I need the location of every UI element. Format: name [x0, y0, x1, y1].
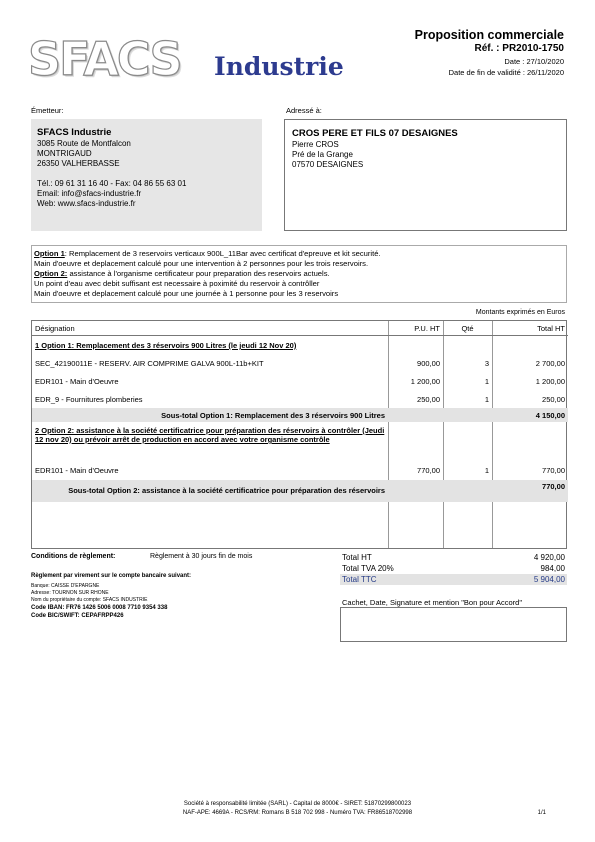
row-designation: EDR101 - Main d'Oeuvre	[35, 377, 119, 386]
emitter-name: SFACS Industrie	[37, 127, 112, 138]
subtotal1-label: Sous-total Option 1: Remplacement des 3 réservoirs 900 Litres	[161, 410, 385, 420]
header-total: Total HT	[537, 323, 565, 333]
total-ttc-label: Total TTC	[342, 575, 377, 584]
subtotal-row	[32, 480, 568, 502]
total-ht-row	[340, 552, 567, 563]
options-description	[31, 245, 567, 303]
bic: Code BIC/SWIFT: CEPAFRPP426	[31, 613, 124, 619]
row-pu: 900,00	[417, 359, 440, 368]
option1-title: Option 1	[34, 249, 65, 258]
emitter-address1: 3085 Route de Montfalcon	[37, 139, 131, 148]
table-row	[32, 462, 568, 479]
options-line5: Main d'oeuvre et deplacement calculé pour une journée à 1 personne pour les 3 reservoirs	[34, 289, 339, 298]
document-ref: Réf. : PR2010-1750	[474, 43, 564, 54]
emitter-address2: MONTRIGAUD	[37, 149, 92, 158]
subtotal2-label: Sous-total Option 2: assistance à la société certificatrice pour préparation des réservoirs	[68, 486, 385, 495]
row-designation: SEC_42190011E - RESERV. AIR COMPRIME GALVA 900L-11b+KIT	[35, 359, 264, 368]
company-logo	[28, 30, 344, 90]
recipient-label: Adressé à:	[286, 106, 322, 115]
total-tva-label: Total TVA 20%	[342, 564, 394, 573]
total-ttc-row	[340, 574, 567, 585]
total-ht-value: 4 920,00	[533, 553, 565, 562]
subtotal1-total: 4 150,00	[535, 410, 565, 420]
subtotal2-total: 770,00	[542, 482, 565, 491]
recipient-name: CROS PERE ET FILS 07 DESAIGNES	[292, 128, 458, 139]
emitter-email: Email: info@sfacs-industrie.fr	[37, 189, 142, 198]
footer-line1: Société à responsabilité limitée (SARL) - Capital de 8000€ - SIRET: 51870299800023	[183, 801, 412, 807]
subtotal-row	[32, 408, 568, 422]
recipient-box	[284, 119, 567, 231]
page-number: 1/1	[537, 810, 546, 816]
emitter-phone: Tél.: 09 61 31 16 40 - Fax: 04 86 55 63 01	[37, 179, 187, 188]
logo-suffix: Industrie	[214, 52, 344, 81]
recipient-address1: Pré de la Grange	[292, 150, 353, 159]
currency-note: Montants exprimés en Euros	[475, 309, 565, 316]
emitter-label: Émetteur:	[31, 106, 64, 115]
iban: Code IBAN: FR76 1426 5006 0008 7710 9354 338	[31, 605, 168, 611]
header-designation: Désignation	[35, 323, 75, 333]
table-header	[32, 321, 568, 336]
option2-text: assistance à l'organisme certificateur pour preparation des reservoirs actuels.	[67, 269, 330, 278]
option1-text: : Remplacement de 3 reservoirs verticaux 900L_11Bar avec certificat d'epreuve et kit securité.	[64, 249, 381, 258]
header-pu: P.U. HT	[414, 323, 440, 333]
document-validity: Date de fin de validité : 26/11/2020	[448, 68, 564, 77]
row-pu: 1 200,00	[410, 377, 440, 386]
logo-brand: SFACS	[28, 32, 181, 86]
option2-title: Option 2:	[34, 269, 68, 278]
header-qty: Qté	[461, 323, 474, 333]
document-header	[415, 28, 564, 77]
bank-address: Adresse: TOURNON SUR RHONE	[31, 590, 109, 596]
row-designation: EDR_9 - Fournitures plomberies	[35, 395, 143, 404]
row-total: 770,00	[542, 466, 565, 475]
options-line4: Un point d'eau avec debit suffisant est necessaire à poximité du reservoir à contrôller	[34, 279, 320, 288]
table-row	[32, 391, 568, 408]
row-qty: 1	[484, 377, 489, 386]
section1-title: 1 Option 1: Remplacement des 3 réservoirs 900 Litres (le jeudi 12 Nov 20)	[35, 341, 297, 350]
row-total: 250,00	[542, 395, 565, 404]
table-row	[32, 355, 568, 372]
emitter-box	[31, 119, 262, 231]
row-designation: EDR101 - Main d'Oeuvre	[35, 466, 119, 475]
row-pu: 770,00	[417, 466, 440, 475]
row-qty: 1	[484, 395, 489, 404]
conditions-value: Règlement à 30 jours fin de mois	[150, 553, 253, 560]
total-tva-row	[340, 563, 567, 574]
recipient-contact: Pierre CROS	[292, 140, 339, 149]
document-date: Date : 27/10/2020	[504, 57, 564, 66]
options-line2: Main d'oeuvre et deplacement calculé pour une intervention à 2 personnes pour les trois reservoirs.	[34, 259, 369, 268]
row-pu: 250,00	[417, 395, 440, 404]
table-row	[32, 373, 568, 390]
row-total: 2 700,00	[535, 359, 565, 368]
transfer-label: Règlement par virement sur le compte bancaire suivant:	[31, 573, 192, 579]
section2-title: 2 Option 2: assistance à la société certificatrice pour préparation des réservoirs à contrôler (Jeudi 12 nov 20) ou prévoir arrêt de production en accord avec votre organisme contrôle	[35, 426, 385, 444]
document-title: Proposition commerciale	[414, 28, 564, 42]
total-tva-value: 984,00	[540, 564, 565, 573]
bank-name: Banque: CAISSE D'EPARGNE	[31, 583, 100, 589]
conditions-label: Conditions de règlement:	[31, 553, 116, 560]
total-ttc-value: 5 904,00	[533, 575, 565, 584]
table-section	[32, 425, 568, 463]
footer-line2: NAF-APE: 4669A - RCS/RM: Romans B 518 702 998 - Numéro TVA: FR86518702998	[182, 810, 413, 816]
emitter-web: Web: www.sfacs-industrie.fr	[37, 199, 136, 208]
quote-table	[31, 320, 567, 549]
emitter-address3: 26350 VALHERBASSE	[37, 159, 120, 168]
account-owner: Nom du propriétaire du compte: SFACS INDUSTRIE	[31, 597, 148, 603]
row-qty: 1	[484, 466, 489, 475]
bank-details	[31, 573, 191, 620]
row-total: 1 200,00	[535, 377, 565, 386]
row-qty: 3	[484, 359, 489, 368]
signature-label: Cachet, Date, Signature et mention "Bon pour Accord"	[342, 598, 523, 607]
recipient-address2: 07570 DESAIGNES	[292, 160, 364, 169]
table-section	[32, 337, 568, 354]
signature-box[interactable]	[340, 607, 567, 642]
total-ht-label: Total HT	[342, 553, 372, 562]
